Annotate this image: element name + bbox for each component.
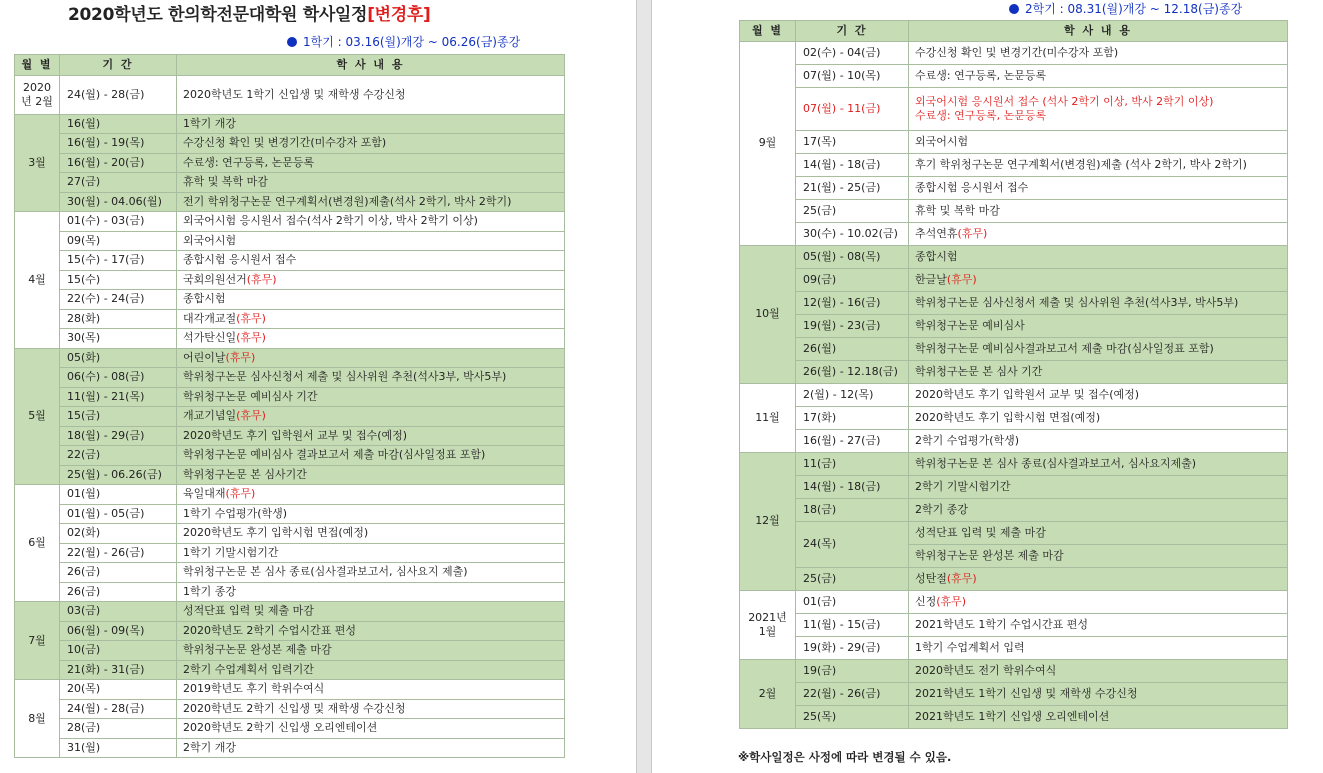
period-cell: 22(수) - 24(금) (60, 290, 177, 310)
period-cell: 01(금) (796, 590, 909, 613)
content-cell (909, 176, 1288, 199)
content-text: 2020학년도 2학기 신입생 및 재학생 수강신청 (183, 701, 406, 715)
content-text: 성적단표 입력 및 제출 마감 (915, 525, 1046, 539)
schedule-note: ※학사일정은 사정에 따라 변경될 수 있음. (738, 750, 952, 764)
schedule-row (15, 329, 565, 349)
schedule-row (15, 641, 565, 661)
title-changed-tag: [변경후] (367, 5, 431, 25)
period-cell: 03(금) (60, 602, 177, 622)
content-text: 학위청구논문 본 심사 종료(심사결과보고서, 심사요지제출) (915, 456, 1197, 470)
content-cell (177, 543, 565, 563)
content-cell (177, 251, 565, 271)
schedule-row (15, 407, 565, 427)
content-cell (909, 87, 1288, 130)
schedule-row (740, 268, 1288, 291)
period-cell: 24(월) - 28(금) (60, 699, 177, 719)
content-cell (909, 590, 1288, 613)
content-cell (177, 270, 565, 290)
content-text: 외국어시험 응시원서 접수(석사 2학기 이상, 박사 2학기 이상) (183, 214, 478, 228)
schedule-row (740, 291, 1288, 314)
semester2-label: 2학기 : 08.31(월)개강 ~ 12.18(금)종강 (1009, 0, 1242, 17)
period-cell: 07(월) - 10(목) (796, 64, 909, 87)
content-cell (909, 153, 1288, 176)
content-cell (909, 521, 1288, 544)
bullet-icon (1009, 4, 1019, 14)
schedule-row (15, 660, 565, 680)
holiday-tag: (휴무) (236, 311, 266, 325)
content-cell (909, 452, 1288, 475)
month-cell: 7월 (15, 602, 60, 680)
content-text: 석가탄신일 (183, 331, 237, 345)
period-cell: 17(화) (796, 406, 909, 429)
period-cell: 19(화) - 29(금) (796, 636, 909, 659)
content-text: 어린이날 (183, 350, 226, 364)
content-text: 2020학년도 후기 입학원서 교부 및 접수(예정) (183, 428, 408, 442)
content-text: 학위청구논문 심사신청서 제출 및 심사위원 추천(석사3부, 박사5부) (183, 370, 507, 384)
content-cell (177, 407, 565, 427)
schedule-row (740, 590, 1288, 613)
period-cell: 25(목) (796, 705, 909, 728)
period-cell: 24(월) - 28(금) (60, 75, 177, 114)
schedule-row (740, 222, 1288, 245)
content-text: 2020학년도 후기 입학원서 교부 및 접수(예정) (915, 387, 1140, 401)
period-cell: 21(화) - 31(금) (60, 660, 177, 680)
period-cell: 26(월) (796, 337, 909, 360)
month-cell: 8월 (15, 680, 60, 758)
content-text: 2019학년도 후기 학위수여식 (183, 682, 325, 696)
period-cell: 15(금) (60, 407, 177, 427)
schedule-row (15, 153, 565, 173)
period-cell: 14(월) - 18(금) (796, 153, 909, 176)
content-text: 종합시험 응시원서 접수 (183, 253, 297, 267)
content-text: 육일대재 (183, 487, 226, 501)
content-cell (177, 192, 565, 212)
period-cell: 15(수) (60, 270, 177, 290)
content-cell (909, 567, 1288, 590)
period-cell: 22(금) (60, 446, 177, 466)
period-cell: 05(월) - 08(목) (796, 245, 909, 268)
period-cell: 06(수) - 08(금) (60, 368, 177, 388)
period-cell: 06(월) - 09(목) (60, 621, 177, 641)
content-text: 2학기 기말시험기간 (915, 479, 1011, 493)
schedule-row (15, 251, 565, 271)
content-cell (177, 504, 565, 524)
content-text: 휴학 및 복학 마감 (915, 203, 1000, 217)
schedule-row (15, 270, 565, 290)
period-cell: 25(금) (796, 567, 909, 590)
content-text: 2020학년도 후기 입학시험 면접(예정) (183, 526, 369, 540)
page-divider (636, 0, 652, 773)
content-cell (909, 636, 1288, 659)
content-text: 대각개교절 (183, 311, 237, 325)
period-cell: 17(목) (796, 130, 909, 153)
schedule-row (740, 452, 1288, 475)
period-cell: 01(월) (60, 485, 177, 505)
content-text: 2학기 수업평가(학생) (915, 433, 1020, 447)
content-cell (177, 212, 565, 232)
content-text: 성적단표 입력 및 제출 마감 (183, 604, 314, 618)
period-cell: 07(월) - 11(금) (796, 87, 909, 130)
schedule-row (15, 543, 565, 563)
schedule-row (740, 360, 1288, 383)
content-cell (177, 699, 565, 719)
content-text: 개교기념일 (183, 409, 237, 423)
content-text: 종합시험 (183, 292, 226, 306)
content-text: 2020학년도 2학기 수업시간표 편성 (183, 623, 356, 637)
semester1-label: 1학기 : 03.16(월)개강 ~ 06.26(금)종강 (287, 33, 520, 50)
content-cell (177, 602, 565, 622)
period-cell: 01(월) - 05(금) (60, 504, 177, 524)
content-text: 학위청구논문 예비심사 (915, 318, 1025, 332)
content-cell (909, 199, 1288, 222)
content-cell (177, 231, 565, 251)
period-cell: 02(화) (60, 524, 177, 544)
period-cell: 02(수) - 04(금) (796, 41, 909, 64)
month-cell: 11월 (740, 383, 796, 452)
content-cell (909, 130, 1288, 153)
content-cell (177, 738, 565, 758)
header-content: 학 사 내 용 (909, 21, 1288, 42)
content-cell (177, 465, 565, 485)
content-text: 2학기 수업계획서 입력기간 (183, 662, 314, 676)
schedule-row (740, 87, 1288, 130)
content-text: 1학기 수업평가(학생) (183, 506, 288, 520)
content-text: 학위청구논문 본 심사기간 (183, 467, 307, 481)
content-text: 2021학년도 1학기 수업시간표 편성 (915, 617, 1088, 631)
period-cell: 09(금) (796, 268, 909, 291)
schedule-row (740, 682, 1288, 705)
month-cell: 3월 (15, 114, 60, 212)
period-cell: 2(월) - 12(목) (796, 383, 909, 406)
content-cell (177, 485, 565, 505)
content-cell (909, 245, 1288, 268)
schedule-row (15, 602, 565, 622)
content-cell (177, 563, 565, 583)
period-cell: 16(월) - 20(금) (60, 153, 177, 173)
content-cell (177, 621, 565, 641)
content-text: 성탄절 (915, 571, 947, 585)
content-text: 수강신청 확인 및 변경기간(미수강자 포함) (183, 136, 387, 150)
holiday-tag: (휴무) (225, 487, 256, 501)
schedule-row (15, 368, 565, 388)
period-cell: 26(월) - 12.18(금) (796, 360, 909, 383)
period-cell: 19(금) (796, 659, 909, 682)
content-text: 2학기 개강 (183, 740, 236, 754)
schedule-row (15, 387, 565, 407)
period-cell: 19(월) - 23(금) (796, 314, 909, 337)
bullet-icon (287, 37, 297, 47)
schedule-row (740, 705, 1288, 728)
content-cell (909, 613, 1288, 636)
content-cell (177, 426, 565, 446)
schedule-row (740, 498, 1288, 521)
schedule-row (740, 337, 1288, 360)
content-cell (909, 475, 1288, 498)
content-text: 학위청구논문 완성본 제출 마감 (183, 643, 332, 657)
period-cell: 22(월) - 26(금) (796, 682, 909, 705)
content-text: 1학기 종강 (183, 584, 236, 598)
header-month: 월 별 (740, 21, 796, 42)
content-text: 수료생: 연구등록, 논문등록 (915, 68, 1047, 82)
content-text: 수료생: 연구등록, 논문등록 (183, 155, 315, 169)
content-text: 1학기 기말시험기간 (183, 545, 279, 559)
content-text: 학위청구논문 예비심사결과보고서 제출 마감(심사일정표 포함) (915, 341, 1214, 355)
month-cell: 2월 (740, 659, 796, 728)
schedule-row (15, 699, 565, 719)
right-page (652, 0, 1323, 773)
period-cell: 11(월) - 15(금) (796, 613, 909, 636)
period-cell: 27(금) (60, 173, 177, 193)
content-cell (909, 659, 1288, 682)
period-cell: 15(수) - 17(금) (60, 251, 177, 271)
period-cell: 01(수) - 03(금) (60, 212, 177, 232)
content-cell (909, 291, 1288, 314)
period-cell: 30(월) - 04.06(월) (60, 192, 177, 212)
content-cell (177, 75, 565, 114)
content-text: 후기 학위청구논문 연구계획서(변경원)제출 (석사 2학기, 박사 2학기) (915, 157, 1247, 171)
content-text: 학위청구논문 예비심사 기간 (183, 389, 318, 403)
content-text: 2021학년도 1학기 신입생 및 재학생 수강신청 (915, 686, 1138, 700)
content-cell (177, 680, 565, 700)
schedule-row (740, 199, 1288, 222)
content-text: 전기 학위청구논문 연구계획서(변경원)제출(석사 2학기, 박사 2학기) (183, 194, 512, 208)
schedule-row (740, 153, 1288, 176)
schedule-row (740, 659, 1288, 682)
schedule-row (15, 621, 565, 641)
content-text: 1학기 개강 (183, 116, 236, 130)
holiday-tag: (휴무) (936, 594, 967, 608)
schedule-row (15, 504, 565, 524)
period-cell: 16(월) - 19(목) (60, 134, 177, 154)
month-cell: 9월 (740, 41, 796, 245)
content-cell (909, 498, 1288, 521)
content-text: 2021학년도 1학기 신입생 오리엔테이션 (915, 709, 1110, 723)
period-cell: 26(금) (60, 563, 177, 583)
content-cell (909, 41, 1288, 64)
content-text: 외국어시험 (183, 233, 237, 247)
schedule-table-semester1 (14, 54, 565, 758)
schedule-row (740, 314, 1288, 337)
month-cell: 4월 (15, 212, 60, 349)
content-text: 2학기 종강 (915, 502, 968, 516)
schedule-row (15, 426, 565, 446)
month-cell: 10월 (740, 245, 796, 383)
content-text: 추석연휴 (915, 226, 958, 240)
schedule-row (15, 173, 565, 193)
schedule-row (740, 636, 1288, 659)
content-cell (177, 368, 565, 388)
period-cell: 20(목) (60, 680, 177, 700)
content-text: 학위청구논문 예비심사 결과보고서 제출 마감(심사일정표 포함) (183, 448, 486, 462)
header-content: 학 사 내 용 (177, 55, 565, 76)
left-page (0, 0, 636, 773)
content-cell (177, 329, 565, 349)
schedule-row (15, 446, 565, 466)
schedule-row (15, 719, 565, 739)
holiday-tag: (휴무) (225, 350, 256, 364)
content-text: 국회의원선거 (183, 272, 247, 286)
schedule-row (15, 582, 565, 602)
schedule-row (15, 563, 565, 583)
content-text: 종합시험 응시원서 접수 (915, 180, 1029, 194)
schedule-row (15, 134, 565, 154)
schedule-row (15, 485, 565, 505)
schedule-row (740, 475, 1288, 498)
header-period: 기 간 (60, 55, 177, 76)
content-text: 1학기 수업계획서 입력 (915, 640, 1025, 654)
content-cell (177, 582, 565, 602)
period-cell: 16(월) - 27(금) (796, 429, 909, 452)
holiday-tag: (휴무) (957, 226, 988, 240)
schedule-row (740, 613, 1288, 636)
schedule-row (15, 290, 565, 310)
content-cell (177, 719, 565, 739)
content-cell (177, 348, 565, 368)
content-text: 2020학년도 후기 입학시험 면접(예정) (915, 410, 1101, 424)
holiday-tag: (휴무) (236, 331, 266, 345)
content-cell (177, 134, 565, 154)
schedule-row (740, 41, 1288, 64)
content-text: 휴학 및 복학 마감 (183, 175, 268, 189)
content-text: 외국어시험 (915, 134, 969, 148)
period-cell: 11(금) (796, 452, 909, 475)
content-text-secondary: 수료생: 연구등록, 논문등록 (915, 108, 1047, 122)
month-cell: 12월 (740, 452, 796, 590)
period-cell: 18(월) - 29(금) (60, 426, 177, 446)
content-text: 신정 (915, 594, 937, 608)
content-cell (177, 660, 565, 680)
content-cell (177, 309, 565, 329)
schedule-row (15, 524, 565, 544)
period-cell: 09(목) (60, 231, 177, 251)
content-text: 학위청구논문 본 심사 기간 (915, 364, 1043, 378)
schedule-row (15, 75, 565, 114)
period-cell: 10(금) (60, 641, 177, 661)
content-text: 학위청구논문 완성본 제출 마감 (915, 548, 1064, 562)
schedule-row (15, 192, 565, 212)
schedule-row (740, 176, 1288, 199)
period-cell: 26(금) (60, 582, 177, 602)
period-cell: 21(월) - 25(금) (796, 176, 909, 199)
period-cell: 05(화) (60, 348, 177, 368)
content-text: 외국어시험 응시원서 접수 (석사 2학기 이상, 박사 2학기 이상) (915, 94, 1214, 108)
content-cell (177, 153, 565, 173)
schedule-row (740, 567, 1288, 590)
header-month: 월 별 (15, 55, 60, 76)
content-text: 2020학년도 전기 학위수여식 (915, 663, 1057, 677)
schedule-row (15, 231, 565, 251)
content-cell (909, 682, 1288, 705)
schedule-row (740, 406, 1288, 429)
content-text: 2020학년도 1학기 신입생 및 재학생 수강신청 (183, 87, 406, 101)
content-cell (909, 64, 1288, 87)
header-period: 기 간 (796, 21, 909, 42)
content-cell (909, 544, 1288, 567)
period-cell: 30(수) - 10.02(금) (796, 222, 909, 245)
content-text: 종합시험 (915, 249, 958, 263)
holiday-tag: (휴무) (246, 272, 277, 286)
schedule-row (740, 383, 1288, 406)
month-cell: 2021년 1월 (740, 590, 796, 659)
period-cell: 22(월) - 26(금) (60, 543, 177, 563)
content-cell (909, 406, 1288, 429)
schedule-row (740, 245, 1288, 268)
content-cell (909, 314, 1288, 337)
schedule-row (15, 680, 565, 700)
content-text: 2020학년도 2학기 신입생 오리엔테이션 (183, 721, 378, 735)
content-cell (177, 387, 565, 407)
period-cell: 12(월) - 16(금) (796, 291, 909, 314)
schedule-row (740, 429, 1288, 452)
schedule-table-semester2 (739, 20, 1288, 729)
month-cell: 2020년 2월 (15, 75, 60, 114)
content-cell (177, 446, 565, 466)
content-cell (177, 524, 565, 544)
content-cell (909, 383, 1288, 406)
content-text: 한글날 (915, 272, 947, 286)
content-cell (909, 222, 1288, 245)
holiday-tag: (휴무) (946, 272, 977, 286)
schedule-row (740, 521, 1288, 544)
content-cell (177, 114, 565, 134)
content-cell (909, 705, 1288, 728)
content-cell (909, 429, 1288, 452)
period-cell: 30(목) (60, 329, 177, 349)
schedule-row (15, 212, 565, 232)
period-cell: 14(월) - 18(금) (796, 475, 909, 498)
schedule-row (15, 309, 565, 329)
period-cell: 18(금) (796, 498, 909, 521)
period-cell: 25(월) - 06.26(금) (60, 465, 177, 485)
document-title: 2020학년도 한의학전문대학원 학사일정[변경후] (68, 5, 431, 25)
content-text: 수강신청 확인 및 변경기간(미수강자 포함) (915, 45, 1119, 59)
period-cell: 25(금) (796, 199, 909, 222)
period-cell: 24(목) (796, 521, 909, 567)
period-cell: 11(월) - 21(목) (60, 387, 177, 407)
schedule-row (740, 64, 1288, 87)
month-cell: 6월 (15, 485, 60, 602)
period-cell: 28(금) (60, 719, 177, 739)
month-cell: 5월 (15, 348, 60, 485)
period-cell: 16(월) (60, 114, 177, 134)
content-text: 학위청구논문 본 심사 종료(심사결과보고서, 심사요지 제출) (183, 565, 468, 579)
content-cell (177, 641, 565, 661)
content-cell (909, 337, 1288, 360)
content-cell (909, 268, 1288, 291)
period-cell: 28(화) (60, 309, 177, 329)
holiday-tag: (휴무) (236, 409, 266, 423)
schedule-row (15, 348, 565, 368)
period-cell: 31(월) (60, 738, 177, 758)
schedule-row (15, 738, 565, 758)
schedule-row (740, 130, 1288, 153)
content-cell (177, 173, 565, 193)
schedule-row (15, 114, 565, 134)
holiday-tag: (휴무) (946, 571, 977, 585)
content-cell (177, 290, 565, 310)
content-text: 학위청구논문 심사신청서 제출 및 심사위원 추천(석사3부, 박사5부) (915, 295, 1239, 309)
schedule-row (15, 465, 565, 485)
content-cell (909, 360, 1288, 383)
